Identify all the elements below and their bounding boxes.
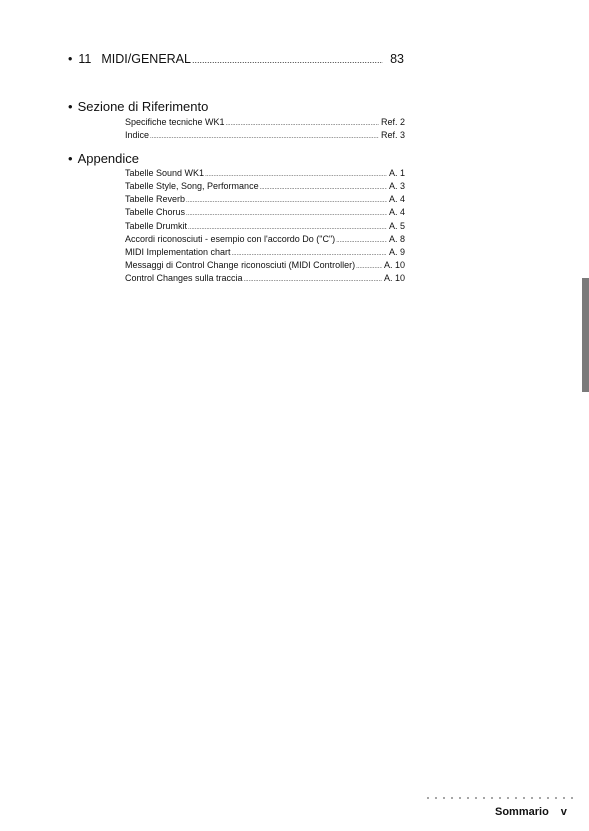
toc-entry bbox=[125, 273, 405, 285]
entry-page: A. 9 bbox=[388, 247, 405, 257]
entry-page: A. 8 bbox=[388, 234, 405, 244]
section-title: Appendice bbox=[77, 151, 140, 166]
dot-leader bbox=[260, 185, 387, 191]
entry-title: Specifiche tecniche WK1 bbox=[125, 117, 225, 127]
footer-page-number: v bbox=[560, 806, 567, 818]
entry-title: Tabelle Reverb bbox=[125, 194, 186, 204]
toc-entry bbox=[125, 168, 405, 180]
dot-leader bbox=[356, 264, 382, 270]
entry-page: A. 10 bbox=[383, 273, 405, 283]
section-title: Sezione di Riferimento bbox=[77, 99, 209, 114]
dot-leader bbox=[205, 172, 387, 178]
footer-dotted-rule bbox=[424, 796, 576, 800]
dot-leader bbox=[192, 55, 383, 65]
entry-title: Control Changes sulla traccia bbox=[125, 273, 243, 283]
toc-entry bbox=[125, 247, 405, 259]
dot-leader bbox=[150, 134, 379, 140]
chapter-number: 11 bbox=[78, 52, 92, 66]
section-bullet: • bbox=[68, 99, 73, 114]
entry-title: Indice bbox=[125, 130, 150, 140]
section-heading-riferimento bbox=[68, 99, 208, 114]
dot-leader bbox=[186, 211, 387, 217]
entry-page: Ref. 2 bbox=[380, 117, 405, 127]
toc-entry bbox=[125, 194, 405, 206]
toc-entry bbox=[125, 260, 405, 272]
entry-page: A. 4 bbox=[388, 194, 405, 204]
dot-leader bbox=[186, 198, 387, 204]
entry-page: A. 10 bbox=[383, 260, 405, 270]
entry-title: MIDI Implementation chart bbox=[125, 247, 231, 257]
toc-entry bbox=[125, 207, 405, 219]
page-footer bbox=[495, 806, 567, 818]
entry-title: Accordi riconosciuti - esempio con l'accordo Do ("C") bbox=[125, 234, 336, 244]
chapter-page: 83 bbox=[390, 52, 404, 66]
entry-title: Tabelle Style, Song, Performance bbox=[125, 181, 259, 191]
toc-entry bbox=[125, 181, 405, 193]
chapter-title: MIDI/GENERAL bbox=[101, 52, 191, 66]
entry-page: A. 3 bbox=[388, 181, 405, 191]
entry-title: Tabelle Drumkit bbox=[125, 221, 188, 231]
dot-leader bbox=[232, 251, 387, 257]
chapter-bullet: • bbox=[68, 52, 73, 66]
toc-entry bbox=[125, 234, 405, 246]
entry-page: A. 1 bbox=[388, 168, 405, 178]
toc-entry bbox=[125, 117, 405, 129]
entry-title: Tabelle Chorus bbox=[125, 207, 186, 217]
entry-page: Ref. 3 bbox=[380, 130, 405, 140]
entry-title: Tabelle Sound WK1 bbox=[125, 168, 205, 178]
toc-chapter-11 bbox=[68, 52, 404, 66]
dot-leader bbox=[188, 225, 387, 231]
dot-leader bbox=[244, 277, 382, 283]
footer-label: Sommario bbox=[495, 806, 549, 818]
toc-entry bbox=[125, 221, 405, 233]
entry-title: Messaggi di Control Change riconosciuti (MIDI Controller) bbox=[125, 260, 356, 270]
dot-leader bbox=[226, 121, 379, 127]
dot-leader bbox=[336, 238, 387, 244]
entry-page: A. 4 bbox=[388, 207, 405, 217]
section-bullet: • bbox=[68, 151, 73, 166]
section-thumb-tab bbox=[582, 278, 589, 392]
toc-entry bbox=[125, 130, 405, 142]
section-heading-appendice bbox=[68, 151, 139, 166]
entry-page: A. 5 bbox=[388, 221, 405, 231]
